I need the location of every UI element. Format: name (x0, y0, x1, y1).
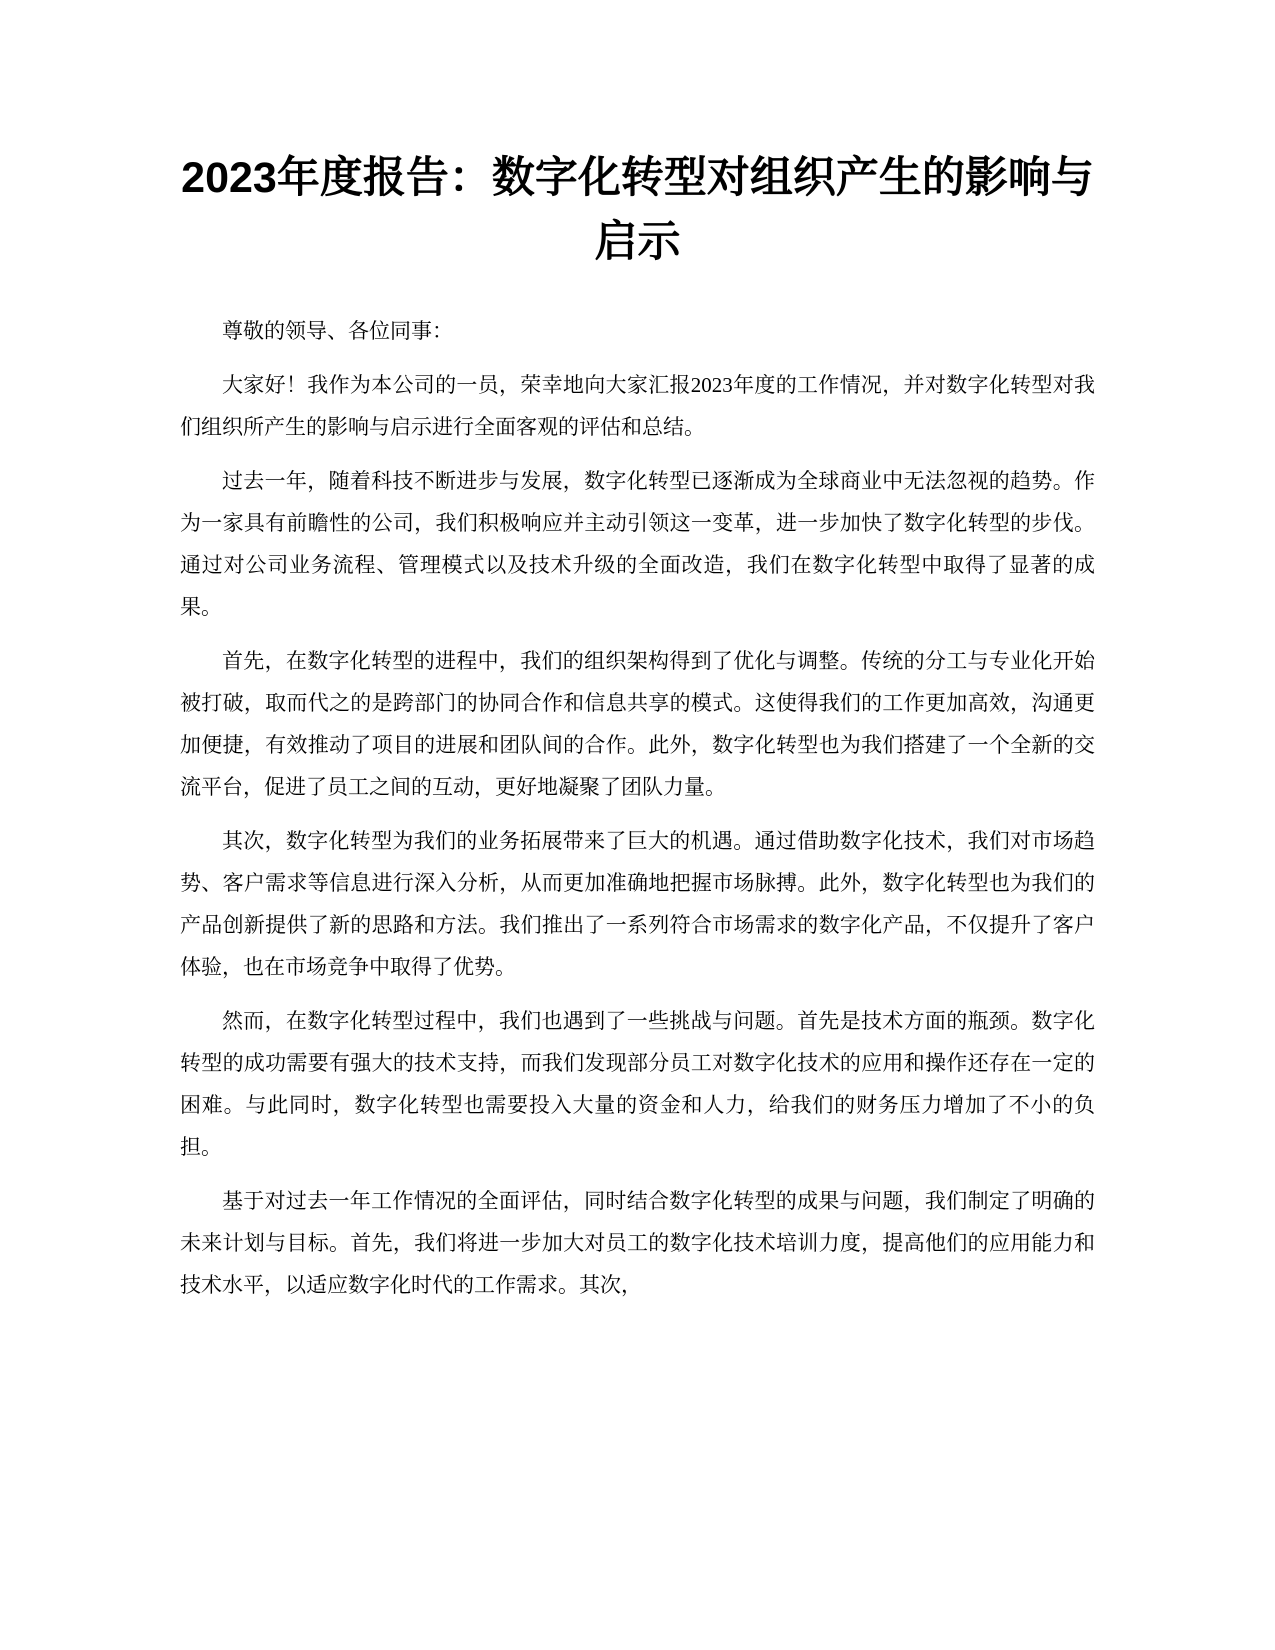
body-paragraph: 过去一年，随着科技不断进步与发展，数字化转型已逐渐成为全球商业中无法忽视的趋势。作为一家具有前瞻性的公司，我们积极响应并主动引领这一变革，进一步加快了数字化转型的步伐。通过对公司业务流程、管理模式以及技术升级的全面改造，我们在数字化转型中取得了显著的成果。 (180, 469, 1095, 619)
body-paragraph: 首先，在数字化转型的进程中，我们的组织架构得到了优化与调整。传统的分工与专业化开始被打破，取而代之的是跨部门的协同合作和信息共享的模式。这使得我们的工作更加高效，沟通更加便捷，有效推动了项目的进展和团队间的合作。此外，数字化转型也为我们搭建了一个全新的交流平台，促进了员工之间的互动，更好地凝聚了团队力量。 (180, 649, 1095, 799)
document-body (180, 310, 1095, 1306)
body-paragraph: 然而，在数字化转型过程中，我们也遇到了一些挑战与问题。首先是技术方面的瓶颈。数字化转型的成功需要有强大的技术支持，而我们发现部分员工对数字化技术的应用和操作还存在一定的困难。与此同时，数字化转型也需要投入大量的资金和人力，给我们的财务压力增加了不小的负担。 (180, 1009, 1095, 1159)
body-paragraph: 大家好！我作为本公司的一员，荣幸地向大家汇报2023年度的工作情况，并对数字化转型对我们组织所产生的影响与启示进行全面客观的评估和总结。 (180, 373, 1095, 439)
salutation-paragraph: 尊敬的领导、各位同事： (222, 319, 453, 343)
document-title: 2023年度报告：数字化转型对组织产生的影响与启示 (181, 154, 1094, 266)
body-paragraph: 基于对过去一年工作情况的全面评估，同时结合数字化转型的成果与问题，我们制定了明确的未来计划与目标。首先，我们将进一步加大对员工的数字化技术培训力度，提高他们的应用能力和技术水平，以适应数字化时代的工作需求。其次， (180, 1189, 1095, 1297)
body-paragraph: 其次，数字化转型为我们的业务拓展带来了巨大的机遇。通过借助数字化技术，我们对市场趋势、客户需求等信息进行深入分析，从而更加准确地把握市场脉搏。此外，数字化转型也为我们的产品创新提供了新的思路和方法。我们推出了一系列符合市场需求的数字化产品，不仅提升了客户体验，也在市场竞争中取得了优势。 (180, 829, 1095, 979)
